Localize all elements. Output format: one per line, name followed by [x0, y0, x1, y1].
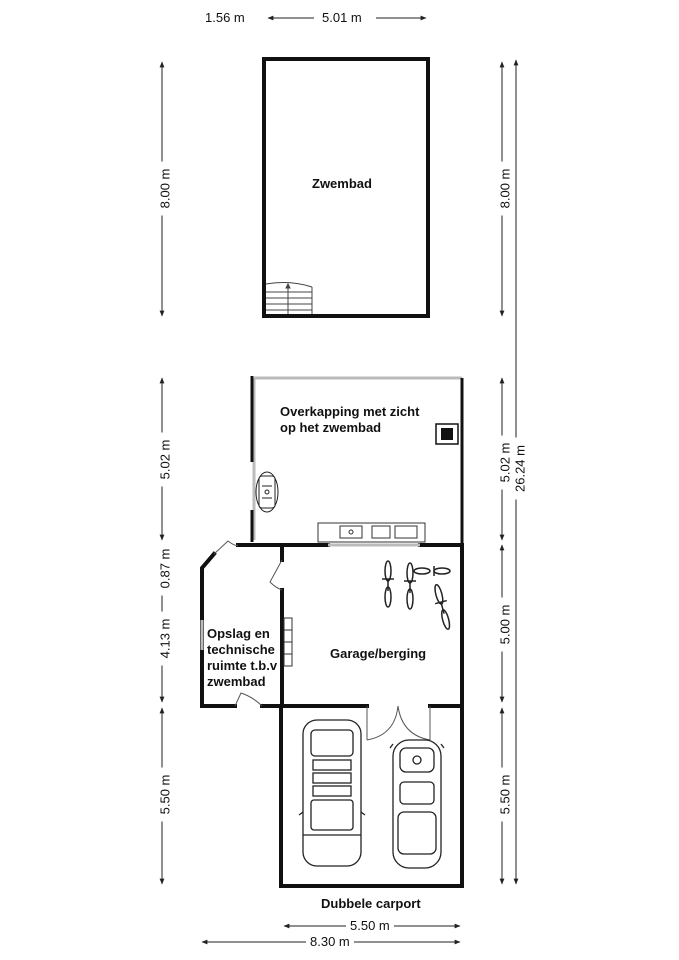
- dim-storage-height-left: 4.13 m: [158, 612, 173, 666]
- dim-total-height: 26.24 m: [513, 438, 528, 500]
- dim-garage-height-right: 5.00 m: [498, 598, 513, 652]
- car-icon: [299, 720, 365, 866]
- room-label-carport: Dubbele carport: [321, 896, 421, 911]
- dim-top-left: 1.56 m: [205, 10, 245, 25]
- room-label-storage-line1: Opslag en: [207, 626, 270, 641]
- dim-carport-width: 5.50 m: [346, 918, 394, 933]
- dim-pool-height-right: 8.00 m: [498, 162, 513, 216]
- grill-icon: [256, 472, 278, 512]
- dim-canopy-height-right: 5.02 m: [498, 436, 513, 490]
- shelf-unit: [284, 618, 292, 666]
- dim-carport-height-right: 5.50 m: [498, 768, 513, 822]
- dim-total-width: 8.30 m: [306, 934, 354, 949]
- room-label-canopy-line2: op het zwembad: [280, 420, 382, 435]
- room-label-pool: Zwembad: [312, 176, 372, 191]
- fireplace-icon: [436, 424, 458, 444]
- room-label-storage-line4: zwembad: [207, 674, 266, 689]
- dim-pool-height-left: 8.00 m: [158, 162, 173, 216]
- dim-carport-height-left: 5.50 m: [158, 768, 173, 822]
- room-label-storage-line3: ruimte t.b.v: [207, 658, 278, 673]
- dim-gap-left: 0.87 m: [158, 542, 173, 596]
- room-label-garage: Garage/berging: [330, 646, 427, 661]
- pool-stairs: [266, 283, 312, 314]
- canopy-area: [252, 376, 462, 545]
- car-icon: [390, 740, 444, 868]
- garage-door: [367, 706, 430, 740]
- bicycle-icon: [382, 561, 454, 631]
- dim-top-width: 5.01 m: [322, 10, 362, 25]
- dim-canopy-height-left: 5.02 m: [158, 433, 173, 487]
- kitchen-counter: [318, 523, 425, 542]
- room-label-canopy-line1: Overkapping met zicht: [280, 404, 420, 419]
- room-label-storage-line2: technische: [207, 642, 275, 657]
